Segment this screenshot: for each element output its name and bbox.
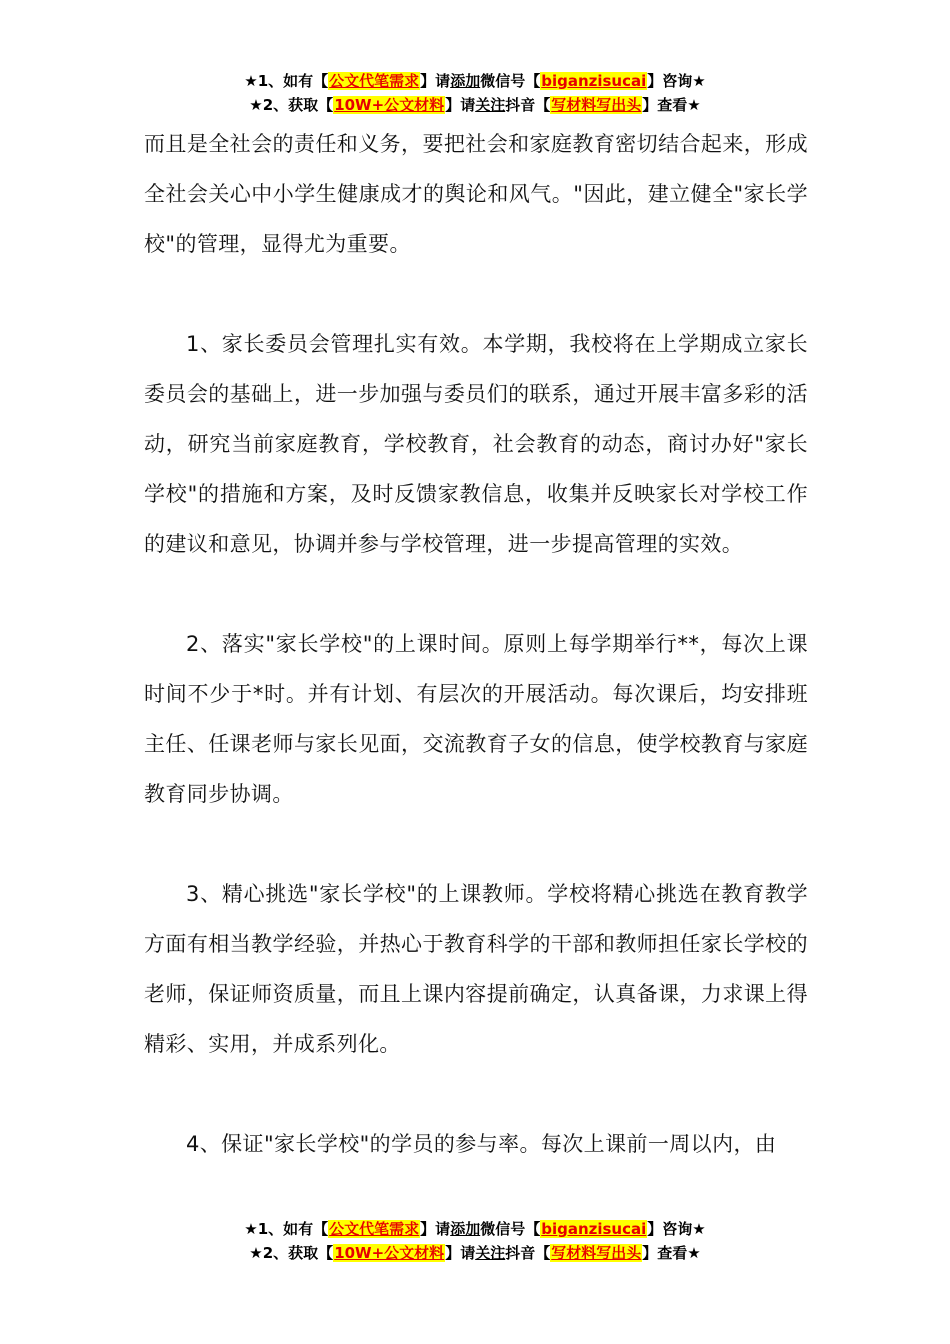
item-paragraph-3: 3、精心挑选"家长学校"的上课教师。学校将精心挑选在教育教学方面有相当教学经验，并热心于教育科学的干部和教师担任家长学校的老师，保证师资质量，而且上课内容提前确定，认真备课，力求课上得精彩、实用，并成系列化。 xyxy=(144,882,808,1056)
banner-text: 】请 xyxy=(420,72,451,90)
item-paragraph-1: 1、家长委员会管理扎实有效。本学期，我校将在上学期成立家长委员会的基础上，进一步加强与委员们的联系，通过开展丰富多彩的活动，研究当前家庭教育，学校教育，社会教育的动态，商讨办好"家长学校"的措施和方案，及时反馈家教信息，收集并反映家长对学校工作的建议和意见，协调并参与学校管理，进一步提高管理的实效。 xyxy=(144,332,808,556)
banner-highlight: 10W+公文材料 xyxy=(334,96,445,114)
banner-text: 】请 xyxy=(445,96,476,114)
banner-text: 微信号【 xyxy=(480,1220,541,1238)
banner-text: ★1、如有【 xyxy=(244,72,329,90)
banner-text: 】请 xyxy=(445,1244,476,1262)
banner-text: ★2、获取【 xyxy=(249,1244,334,1262)
banner-highlight: 10W+公文材料 xyxy=(334,1244,445,1262)
banner-line-1 xyxy=(0,69,950,93)
banner-text: 】咨询★ xyxy=(647,72,706,90)
footer-banner xyxy=(0,1217,950,1265)
banner-underline: 添加 xyxy=(450,72,481,90)
banner-highlight: 写材料写出头 xyxy=(551,1244,642,1262)
banner-text: 】咨询★ xyxy=(647,1220,706,1238)
banner-text: 抖音【 xyxy=(505,96,551,114)
document-body xyxy=(144,119,808,1169)
paragraph-gap xyxy=(144,819,808,869)
header-banner xyxy=(0,69,950,117)
banner-text: ★2、获取【 xyxy=(249,96,334,114)
item-paragraph-2: 2、落实"家长学校"的上课时间。原则上每学期举行**，每次上课时间不少于*时。并有计划、有层次的开展活动。每次课后，均安排班主任、任课老师与家长见面，交流教育子女的信息，使学校教育与家庭教育同步协调。 xyxy=(144,632,808,806)
intro-paragraph: 而且是全社会的责任和义务，要把社会和家庭教育密切结合起来，形成全社会关心中小学生健康成才的舆论和风气。"因此，建立健全"家长学校"的管理，显得尤为重要。 xyxy=(144,132,808,256)
banner-line-2 xyxy=(0,1241,950,1265)
banner-highlight: biganzisucai xyxy=(541,1220,647,1238)
banner-text: 抖音【 xyxy=(505,1244,551,1262)
banner-highlight: 公文代笔需求 xyxy=(329,72,420,90)
paragraph-gap xyxy=(144,1069,808,1119)
banner-text: ★1、如有【 xyxy=(244,1220,329,1238)
paragraph-gap xyxy=(144,569,808,619)
item-paragraph-4: 4、保证"家长学校"的学员的参与率。每次上课前一周以内，由 xyxy=(186,1132,777,1156)
banner-highlight: biganzisucai xyxy=(541,72,647,90)
banner-text: 微信号【 xyxy=(480,72,541,90)
banner-text: 】查看★ xyxy=(642,96,701,114)
banner-text: 】查看★ xyxy=(642,1244,701,1262)
banner-underline: 关注 xyxy=(475,1244,506,1262)
banner-highlight: 公文代笔需求 xyxy=(329,1220,420,1238)
banner-line-1 xyxy=(0,1217,950,1241)
banner-text: 】请 xyxy=(420,1220,451,1238)
banner-underline: 添加 xyxy=(450,1220,481,1238)
paragraph-gap xyxy=(144,269,808,319)
banner-line-2 xyxy=(0,93,950,117)
banner-underline: 关注 xyxy=(475,96,506,114)
banner-highlight: 写材料写出头 xyxy=(551,96,642,114)
